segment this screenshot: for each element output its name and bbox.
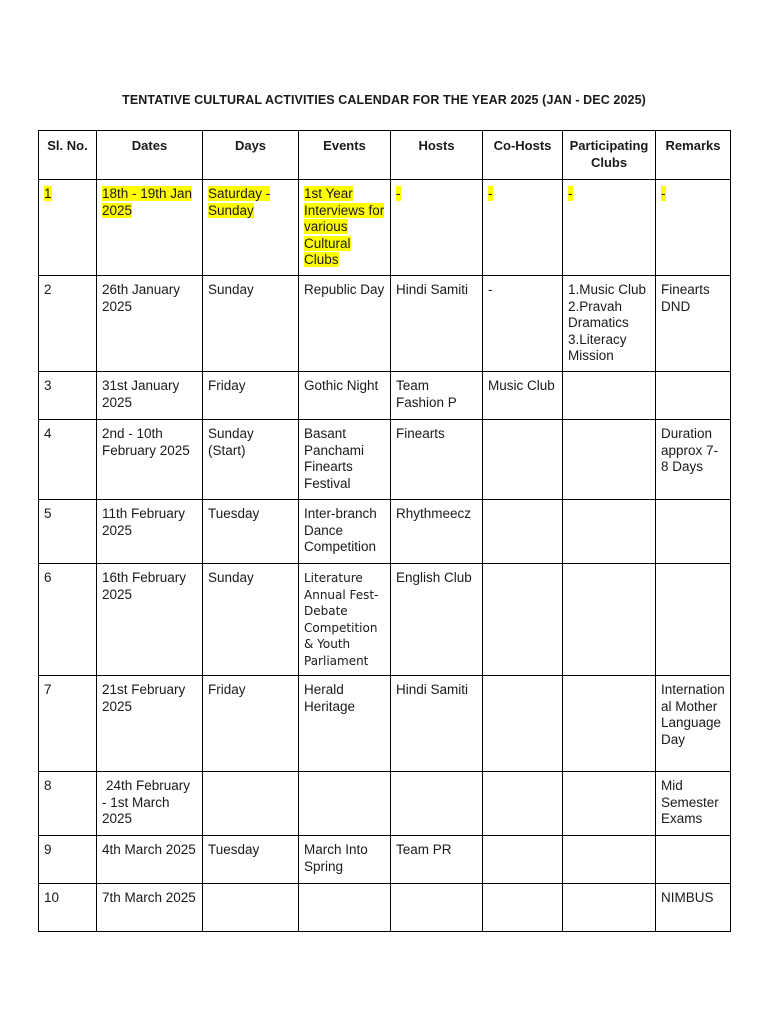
cell-days: Tuesday (203, 500, 299, 564)
highlighted-text: - (488, 186, 493, 201)
column-header-remarks: Remarks (656, 131, 731, 180)
cell-co-hosts: - (483, 276, 563, 372)
cell-participating-clubs (563, 676, 656, 772)
cell-remarks: Finearts DND (656, 276, 731, 372)
cell-hosts: Team PR (391, 836, 483, 884)
cell-participating-clubs (563, 500, 656, 564)
activities-calendar-table (38, 130, 731, 932)
cell-co-hosts (483, 836, 563, 884)
cell-events: Gothic Night (299, 372, 391, 420)
cell-sl-no (39, 180, 97, 276)
cell-events: March Into Spring (299, 836, 391, 884)
cell-hosts: Team Fashion P (391, 372, 483, 420)
table-row (39, 180, 731, 276)
cell-sl-no: 5 (39, 500, 97, 564)
cell-dates: 16th February 2025 (97, 564, 203, 676)
cell-hosts: Rhythmeecz (391, 500, 483, 564)
cell-dates: 11th February 2025 (97, 500, 203, 564)
table-row (39, 676, 731, 772)
column-header-days: Days (203, 131, 299, 180)
cell-days: Friday (203, 676, 299, 772)
cell-co-hosts (483, 772, 563, 836)
cell-participating-clubs (563, 884, 656, 932)
table-row (39, 836, 731, 884)
cell-dates: 26th January 2025 (97, 276, 203, 372)
cell-hosts (391, 772, 483, 836)
cell-dates: 7th March 2025 (97, 884, 203, 932)
cell-remarks: NIMBUS (656, 884, 731, 932)
cell-participating-clubs (563, 564, 656, 676)
column-header-sl-no: Sl. No. (39, 131, 97, 180)
cell-hosts: Hindi Samiti (391, 276, 483, 372)
cell-participating-clubs (563, 836, 656, 884)
cell-co-hosts (483, 420, 563, 500)
cell-dates (97, 180, 203, 276)
cell-hosts (391, 180, 483, 276)
cell-co-hosts: Music Club (483, 372, 563, 420)
highlighted-text: - (396, 186, 401, 201)
cell-hosts: English Club (391, 564, 483, 676)
column-header-events: Events (299, 131, 391, 180)
highlighted-text: - (568, 186, 573, 201)
cell-events: Basant Panchami Finearts Festival (299, 420, 391, 500)
cell-hosts: Finearts (391, 420, 483, 500)
cell-events: Inter-branch Dance Competition (299, 500, 391, 564)
cell-events (299, 772, 391, 836)
cell-days: Friday (203, 372, 299, 420)
cell-days (203, 180, 299, 276)
cell-remarks (656, 500, 731, 564)
cell-sl-no: 3 (39, 372, 97, 420)
cell-co-hosts (483, 884, 563, 932)
cell-remarks: Mid Semester Exams (656, 772, 731, 836)
cell-remarks (656, 372, 731, 420)
cell-dates: 21st February 2025 (97, 676, 203, 772)
highlighted-text: 1 (44, 186, 52, 201)
column-header-participating-clubs: Participating Clubs (563, 131, 656, 180)
cell-events: Republic Day (299, 276, 391, 372)
highlighted-text: 1st Year Interviews for various Cultural Clubs (304, 186, 385, 267)
cell-days: Sunday (Start) (203, 420, 299, 500)
cell-events: Literature Annual Fest- Debate Competition & Youth Parliament (299, 564, 391, 676)
highlighted-text: - (661, 186, 666, 201)
cell-co-hosts (483, 564, 563, 676)
cell-dates: 2nd - 10th February 2025 (97, 420, 203, 500)
cell-remarks: International Mother Language Day (656, 676, 731, 772)
column-header-hosts: Hosts (391, 131, 483, 180)
cell-co-hosts (483, 500, 563, 564)
cell-remarks (656, 836, 731, 884)
cell-sl-no: 2 (39, 276, 97, 372)
cell-remarks (656, 564, 731, 676)
table-header-row (39, 131, 731, 180)
column-header-co-hosts: Co-Hosts (483, 131, 563, 180)
table-row (39, 500, 731, 564)
cell-hosts (391, 884, 483, 932)
cell-participating-clubs (563, 372, 656, 420)
table-row (39, 372, 731, 420)
table-row (39, 884, 731, 932)
cell-hosts: Hindi Samiti (391, 676, 483, 772)
cell-co-hosts (483, 180, 563, 276)
cell-sl-no: 10 (39, 884, 97, 932)
cell-sl-no: 9 (39, 836, 97, 884)
cell-sl-no: 6 (39, 564, 97, 676)
cell-days (203, 884, 299, 932)
cell-participating-clubs: 1.Music Club 2.Pravah Dramatics 3.Literacy Mission (563, 276, 656, 372)
table-row (39, 772, 731, 836)
cell-sl-no: 8 (39, 772, 97, 836)
page-title: TENTATIVE CULTURAL ACTIVITIES CALENDAR FOR THE YEAR 2025 (JAN - DEC 2025) (122, 93, 646, 107)
cell-participating-clubs (563, 420, 656, 500)
cell-dates: 31st January 2025 (97, 372, 203, 420)
cell-events: Herald Heritage (299, 676, 391, 772)
cell-events (299, 884, 391, 932)
cell-sl-no: 4 (39, 420, 97, 500)
cell-days: Sunday (203, 564, 299, 676)
cell-dates: 4th March 2025 (97, 836, 203, 884)
cell-co-hosts (483, 676, 563, 772)
table-row (39, 276, 731, 372)
cell-participating-clubs (563, 772, 656, 836)
cell-participating-clubs (563, 180, 656, 276)
cell-days: Tuesday (203, 836, 299, 884)
cell-days (203, 772, 299, 836)
column-header-dates: Dates (97, 131, 203, 180)
table-row (39, 564, 731, 676)
cell-events (299, 180, 391, 276)
cell-remarks: Duration approx 7-8 Days (656, 420, 731, 500)
highlighted-text: Saturday - Sunday (208, 186, 271, 218)
highlighted-text: 18th - 19th Jan 2025 (102, 186, 193, 218)
cell-dates: 24th February - 1st March 2025 (97, 772, 203, 836)
table-row (39, 420, 731, 500)
cell-days: Sunday (203, 276, 299, 372)
cell-remarks (656, 180, 731, 276)
cell-sl-no: 7 (39, 676, 97, 772)
